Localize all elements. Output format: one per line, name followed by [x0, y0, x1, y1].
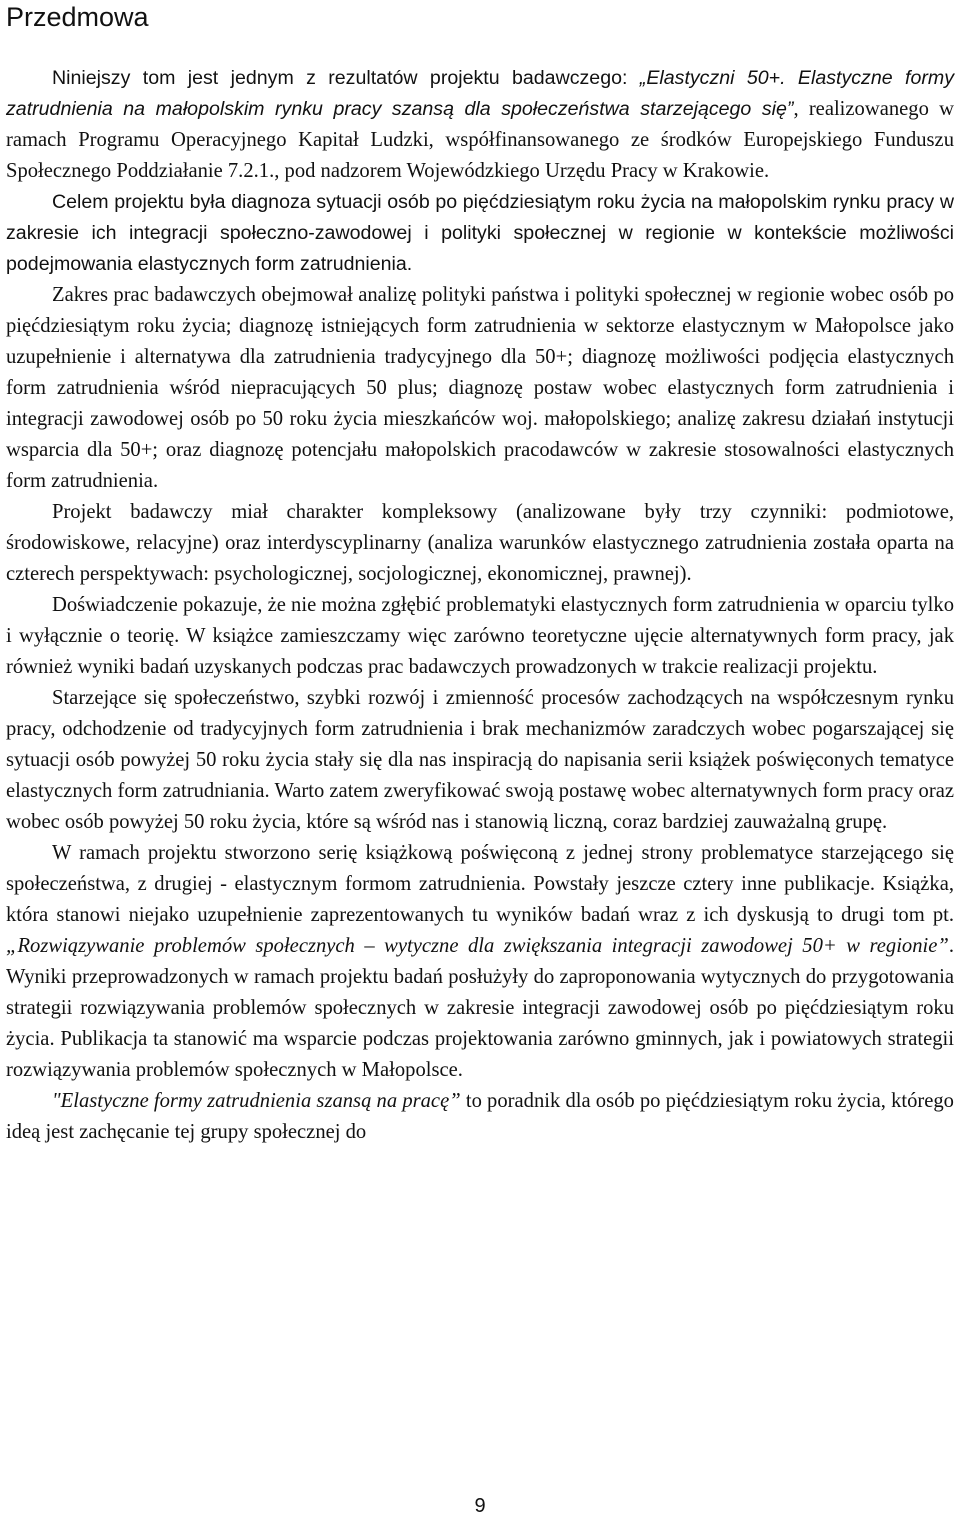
- second-volume-title: „Rozwiązywanie problemów społecznych – wytyczne dla zwiększania integracji zawodowej 50+ w regionie”: [6, 935, 949, 957]
- intro-rest: , realizowanego w ramach Programu Operacyjnego Kapitał Ludzki, współfinansowanego ze środków Europejskiego Funduszu Społecznego Poddziałanie 7.2.1., pod nadzorem Wojewódzkiego Urzędu Pracy w Krakowie.: [6, 98, 954, 182]
- paragraph-guide: [6, 1086, 954, 1148]
- preface-body: [6, 63, 954, 1148]
- paragraph-experience: [6, 590, 954, 683]
- guide-title: "Elastyczne formy zatrudnienia szansą na pracę”: [52, 1090, 461, 1112]
- paragraph-book-series: [6, 838, 954, 1086]
- intro-lead: Niniejszy tom jest jednym z rezultatów projektu badawczego:: [52, 67, 640, 89]
- paragraph-character: [6, 497, 954, 590]
- experience-text: Doświadczenie pokazuje, że nie można zgłębić problematyki elastycznych form zatrudnienia w oparciu tylko i wyłącznie o teorię. W książce zamieszczamy więc zarówno teoretyczne ujęcie alternatywnych form pracy, jak również wyniki badań uzyskanych podczas prac badawczych prowadzonych w trakcie realizacji projektu.: [6, 594, 954, 678]
- paragraph-intro: [6, 63, 954, 187]
- guide-text: to poradnik dla osób po pięćdziesiątym roku życia, którego ideą jest zachęcanie tej grupy społecznej do: [6, 1090, 954, 1143]
- project-title: „Elastyczni 50+. Elastyczne formy zatrudnienia na małopolskim rynku pracy szansą dla społeczeństwa starzejącego się”: [6, 67, 954, 120]
- page-number: 9: [474, 1495, 486, 1517]
- goal-text: Celem projektu była diagnoza sytuacji osób po pięćdziesiątym roku życia na małopolskim rynku pracy w zakresie ich integracji społeczno-zawodowej i polityki społecznej w regionie w kontekście możliwości podejmowania elastycznych form zatrudnienia.: [6, 191, 954, 275]
- book-series-rest: . Wyniki przeprowadzonych w ramach projektu badań posłużyły do zaproponowania wytycznych do przygotowania strategii rozwiązywania problemów społecznych w zakresie integracji zawodowej osób po pięćdziesiątym roku życia. Publikacja ta stanowić ma wsparcie podczas projektowania zarówno gminnych, jak i powiatowych strategii rozwiązywania problemów społecznych w Małopolsce.: [6, 935, 954, 1081]
- character-text: Projekt badawczy miał charakter kompleksowy (analizowane były trzy czynniki: podmiotowe, środowiskowe, relacyjne) oraz interdyscyplinarny (analiza warunków elastycznego zatrudnienia została oparta na czterech perspektywach: psychologicznej, socjologicznej, ekonomicznej, prawnej).: [6, 501, 954, 585]
- paragraph-aging-society: [6, 683, 954, 838]
- book-series-lead: W ramach projektu stworzono serię książkową poświęconą z jednej strony problematyce starzejącego się społeczeństwa, z drugiej - elastycznym formom zatrudnienia. Powstały jeszcze cztery inne publikacje. Książka, która stanowi niejako uzupełnienie zaprezentowanych tu wyników badań wraz z ich dyskusją to drugi tom pt.: [6, 842, 954, 926]
- scope-text: Zakres prac badawczych obejmował analizę polityki państwa i polityki społecznej w regionie wobec osób po pięćdziesiątym roku życia; diagnozę istniejących form zatrudnienia w sektorze elastycznym w Małopolsce jako uzupełnienie i alternatywa dla zatrudnienia tradycyjnego dla 50+; diagnozę możliwości podjęcia elastycznych form zatrudnienia wśród niepracujących 50 plus; diagnozę postaw wobec elastycznych form zatrudnienia i integracji zawodowej osób po 50 roku życia mieszkańców woj. małopolskiego; analizę zakresu działań instytucji wsparcia dla 50+; oraz diagnozę potencjału małopolskich pracodawców w zakresie stosowalności elastycznych form zatrudnienia.: [6, 284, 954, 492]
- paragraph-scope: [6, 280, 954, 497]
- page-heading: Przedmowa: [6, 2, 149, 32]
- paragraph-goal: [6, 187, 954, 280]
- aging-society-text: Starzejące się społeczeństwo, szybki rozwój i zmienność procesów zachodzących na współczesnym rynku pracy, odchodzenie od tradycyjnych form zatrudnienia i brak mechanizmów zaradczych wobec pogarszającej się sytuacji osób powyżej 50 roku życia stały się dla nas inspiracją do napisania serii książek poświęconych tematyce elastycznych form zatrudniania. Warto zatem zweryfikować swoją postawę wobec alternatywnych form pracy oraz wobec osób powyżej 50 roku życia, które są wśród nas i stanowią liczną, coraz bardziej zauważalną grupę.: [6, 687, 954, 833]
